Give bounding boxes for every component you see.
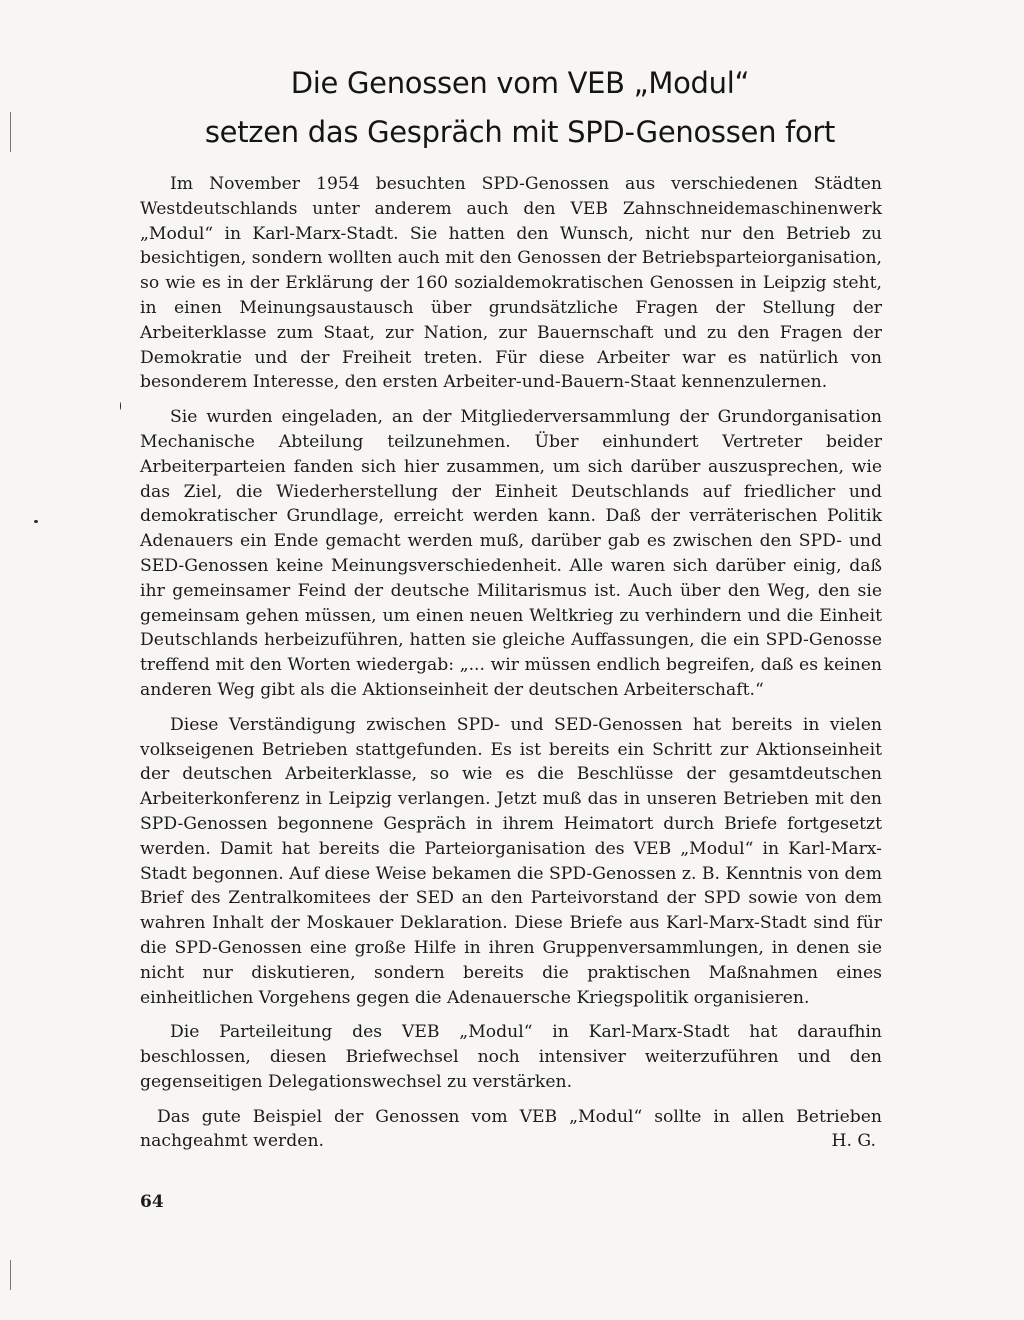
scan-speck	[34, 520, 38, 523]
article-title-line-2: setzen das Gespräch mit SPD-Genossen fort	[204, 115, 836, 149]
scan-edge-mark	[10, 1260, 11, 1290]
article-body	[140, 172, 882, 1154]
page-number: 64	[140, 1192, 164, 1212]
paragraph-1: Im November 1954 besuchten SPD-Genossen aus verschiedenen Städten Westdeutschlands unter anderem auch den VEB Zahnschneidemaschinenwerk „Modul“ in Karl-Marx-Stadt. Sie hatten den Wunsch, nicht nur den Betrieb zu besichtigen, sondern wollten auch mit den Genossen der Betriebsparteiorganisation, so wie es in der Erklärung der 160 sozialdemokratischen Genossen in Leipzig steht, in einen Meinungsaustausch über grundsätzliche Fragen der Stellung der Arbeiterklasse zum Staat, zur Nation, zur Bauernschaft und zu den Fragen der Demokratie und der Freiheit treten. Für diese Arbeiter war es natürlich von besonderem Interesse, den ersten Arbeiter-und-Bauern-Staat kennenzulernen.	[140, 174, 882, 393]
scan-edge-mark	[10, 112, 11, 152]
closing-paragraph	[140, 1105, 882, 1155]
paragraph-3: Diese Verständigung zwischen SPD- und SED-Genossen hat bereits in vielen volkseigenen Betrieben stattgefunden. Es ist bereits ein Schritt zur Aktionseinheit der deutschen Arbeiterklasse, so wie es die Beschlüsse der gesamtdeutschen Arbeiterkonferenz in Leipzig verlangen. Jetzt muß das in unseren Betrieben mit den SPD-Genossen begonnene Gespräch in ihrem Heimatort durch Briefe fortgesetzt werden. Damit hat bereits die Parteiorganisation des VEB „Modul“ in Karl-Marx-Stadt begonnen. Auf diese Weise bekamen die SPD-Genossen z. B. Kenntnis von dem Brief des Zentralkomitees der SED an den Parteivorstand der SPD sowie von dem wahren Inhalt der Moskauer Deklaration. Diese Briefe aus Karl-Marx-Stadt sind für die SPD-Genossen eine große Hilfe in ihren Gruppenversammlungen, in denen sie nicht nur diskutieren, sondern bereits die praktischen Maßnahmen eines einheitlichen Vorgehens gegen die Adenauersche Kriegspolitik organisieren.	[140, 714, 882, 1008]
scan-speck	[120, 402, 121, 410]
article-title-line-1: Die Genossen vom VEB „Modul“	[290, 66, 750, 100]
author-signature: H. G.	[831, 1131, 876, 1152]
closing-text: Das gute Beispiel der Genossen vom VEB „Modul“ sollte in allen Betrieben nachgeahmt werden.	[140, 1106, 882, 1152]
paragraph-2: Sie wurden eingeladen, an der Mitgliederversammlung der Grundorganisation Mechanische Abteilung teilzunehmen. Über einhundert Vertreter beider Arbeiterparteien fanden sich hier zusammen, um sich darüber auszusprechen, wie das Ziel, die Wiederherstellung der Einheit Deutschlands auf friedlicher und demokratischer Grundlage, erreicht werden kann. Daß der verräterischen Politik Adenauers ein Ende gemacht werden muß, darüber gab es zwischen den SPD- und SED-Genossen keine Meinungsverschiedenheit. Alle waren sich darüber einig, daß ihr gemeinsamer Feind der deutsche Militarismus ist. Auch über den Weg, den sie gemeinsam gehen müssen, um einen neuen Weltkrieg zu verhindern und die Einheit Deutschlands herbeizuführen, hatten sie gleiche Auffassungen, die ein SPD-Genosse treffend mit den Worten wiedergab: „... wir müssen endlich begreifen, daß es keinen anderen Weg gibt als die Aktionseinheit der deutschen Arbeiterschaft.“	[140, 407, 882, 700]
paragraph-4: Die Parteileitung des VEB „Modul“ in Karl-Marx-Stadt hat daraufhin beschlossen, diesen Briefwechsel noch intensiver weiterzuführen und den gegenseitigen Delegationswechsel zu verstärken.	[140, 1022, 882, 1092]
